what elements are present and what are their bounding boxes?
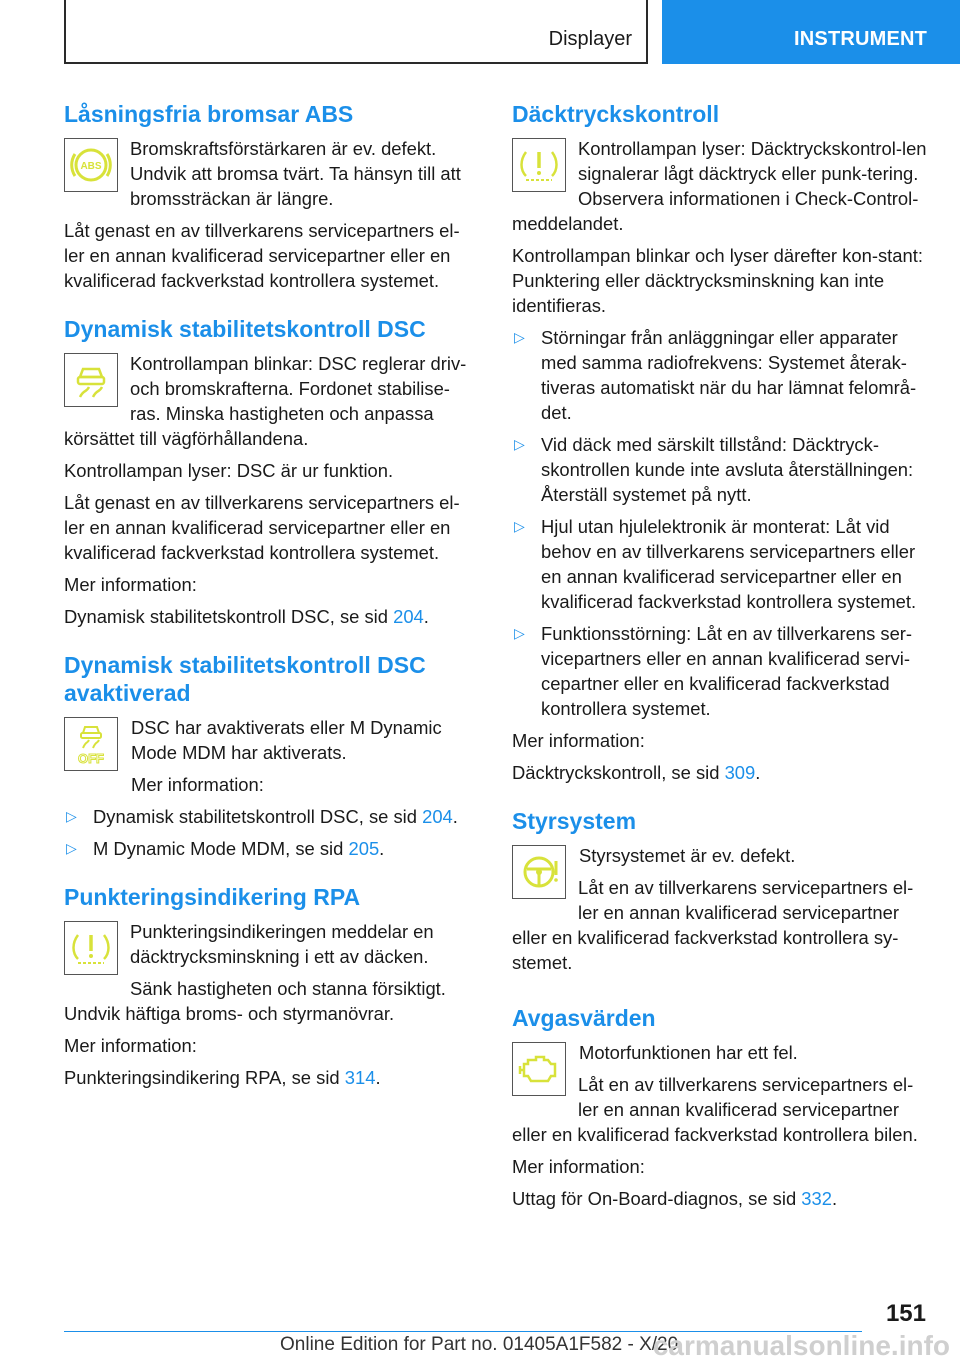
emissions-heading: Avgasvärden (512, 1005, 656, 1031)
triangle-bullet-icon: ▷ (66, 840, 77, 856)
dsc-section (64, 315, 478, 629)
list-item: ▷ Störningar från anläggningar eller apparater med samma radiofrekvens: Systemet återak-tiveras automatiskt när du har lämnat felområ-det. (514, 327, 917, 423)
tpms-text-3: Mer information: (512, 730, 645, 751)
abs-text-2: Låt genast en av tillverkarens servicepartners el-ler en annan kvalificerad servicepartner eller en kvalificerad fackverkstad kontrollera systemet. (64, 220, 460, 291)
tire-pressure-icon (512, 138, 566, 192)
chapter-tab-label: INSTRUMENT (794, 28, 928, 50)
dsc-page-link[interactable]: 204 (393, 606, 424, 627)
footer-edition: Online Edition for Part no. 01405A1F582 - X/20 (280, 1334, 679, 1355)
left-column (64, 100, 478, 1112)
engine-warning-icon (512, 1042, 566, 1096)
tpms-page-link[interactable]: 309 (724, 762, 756, 783)
header-box (64, 0, 648, 64)
emissions-section (512, 1004, 928, 1211)
dsc-off-text-2: Mer information: (131, 774, 264, 795)
dsc-heading: Dynamisk stabilitetskontroll DSC (64, 316, 426, 342)
page-link-204[interactable]: 204 (422, 806, 453, 827)
tpms-section (512, 100, 928, 785)
rpa-text-1: Punkteringsindikeringen meddelar en däcktrycksminskning i ett av däcken. (130, 921, 434, 967)
dsc-off-list (64, 804, 478, 861)
chapter-tab[interactable] (662, 0, 960, 64)
dsc-text-2: Kontrollampan lyser: DSC är ur funktion. (64, 460, 394, 481)
rpa-text-3: Mer information: (64, 1035, 197, 1056)
list-item: ▷ M Dynamic Mode MDM, se sid 205. (66, 838, 385, 859)
rpa-page-link[interactable]: 314 (344, 1067, 376, 1088)
dsc-off-heading: Dynamisk stabilitetskontroll DSC avaktiverad (64, 652, 426, 706)
steering-text-1: Styrsystemet är ev. defekt. (579, 845, 796, 866)
right-column (512, 100, 928, 1233)
rpa-section (64, 883, 478, 1090)
dsc-off-icon-text: OFF (78, 751, 104, 766)
emissions-text-3: Mer information: (512, 1156, 645, 1177)
abs-warning-icon (64, 138, 118, 192)
dsc-off-section (64, 651, 478, 861)
tpms-list (512, 325, 928, 721)
list-item: ▷ Hjul utan hjulelektronik är monterat: Låt vid behov en av tillverkarens servicepartners eller en annan kvalificerad servicepartner eller en kvalificerad fackverkstad kontrollera systemet. (514, 516, 917, 612)
list-item: ▷ Funktionsstörning: Låt en av tillverkarens ser-vicepartners eller en annan kvalificerad servi-cepartner eller en kvalificerad fackverkstad kontrollera systemet. (514, 623, 913, 719)
dsc-off-icon (64, 717, 118, 771)
list-item: ▷ Dynamisk stabilitetskontroll DSC, se sid 204. (66, 806, 458, 827)
tpms-text-2: Kontrollampan blinkar och lyser därefter kon-stant: Punktering eller däcktrycksminskning kan inte identifieras. (512, 245, 923, 316)
triangle-bullet-icon: ▷ (514, 518, 525, 534)
watermark: carmanualsonline.info (652, 1330, 950, 1361)
tpms-reference: Däcktryckskontroll, se sid 309. (512, 762, 761, 783)
page-link-205[interactable]: 205 (348, 838, 380, 859)
dsc-reference: Dynamisk stabilitetskontroll DSC, se sid 204. (64, 606, 429, 627)
dsc-text-1: Kontrollampan blinkar: DSC reglerar driv- och bromskrafterna. Fordonet stabilise-ras. Minska hastigheten och anpassa körsättet till vägförhållandena. (64, 353, 467, 449)
page-number: 151 (885, 1300, 926, 1327)
rpa-reference: Punkteringsindikering RPA, se sid 314. (64, 1067, 381, 1088)
tpms-heading: Däcktryckskontroll (512, 101, 720, 127)
steering-heading: Styrsystem (512, 808, 637, 834)
emissions-reference: Uttag för On-Board-diagnos, se sid 332. (512, 1188, 838, 1209)
dsc-text-3: Låt genast en av tillverkarens servicepartners el-ler en annan kvalificerad servicepartner eller en kvalificerad fackverkstad kontrollera systemet. (64, 492, 460, 563)
abs-section (64, 100, 478, 293)
triangle-bullet-icon: ▷ (66, 808, 77, 824)
emissions-text-1: Motorfunktionen har ett fel. (579, 1042, 798, 1063)
dsc-off-text-1: DSC har avaktiverats eller M Dynamic Mode MDM har aktiverats. (131, 717, 442, 763)
triangle-bullet-icon: ▷ (514, 329, 525, 345)
tire-pressure-warning-icon (64, 921, 118, 975)
dsc-text-4: Mer information: (64, 574, 197, 595)
steering-warning-icon (512, 845, 566, 899)
tpms-text-1: Kontrollampan lyser: Däcktryckskontrol-len signalerar lågt däcktryck eller punk-tering. Observera informationen i Check-Control-meddelandet. (512, 138, 927, 234)
abs-text-1: Bromskraftsförstärkaren är ev. defekt. Undvik att bromsa tvärt. Ta hänsyn till att bromssträckan är längre. (130, 138, 461, 209)
section-title: Displayer (548, 28, 632, 50)
steering-section (512, 807, 928, 982)
rpa-heading: Punkteringsindikering RPA (64, 884, 361, 910)
triangle-bullet-icon: ▷ (514, 436, 525, 452)
rpa-text-2: Sänk hastigheten och stanna försiktigt. Undvik häftiga broms- och styrmanövrar. (64, 978, 446, 1024)
abs-heading: Låsningsfria bromsar ABS (64, 101, 354, 127)
emissions-page-link[interactable]: 332 (801, 1188, 832, 1209)
list-item: ▷ Vid däck med särskilt tillstånd: Däcktryck-skontrollen kunde inte avsluta återställningen: Återställ systemet på nytt. (514, 434, 914, 505)
triangle-bullet-icon: ▷ (514, 625, 525, 641)
dsc-skid-icon (64, 353, 118, 407)
abs-icon-text: ABS (80, 161, 102, 172)
steering-text-2: Låt en av tillverkarens servicepartners el-ler en annan kvalificerad servicepartner eller en kvalificerad fackverkstad kontrollera sy-stemet. (512, 877, 914, 973)
emissions-text-2: Låt en av tillverkarens servicepartners el-ler en annan kvalificerad servicepartner eller en kvalificerad fackverkstad kontrollera bilen. (512, 1074, 918, 1145)
